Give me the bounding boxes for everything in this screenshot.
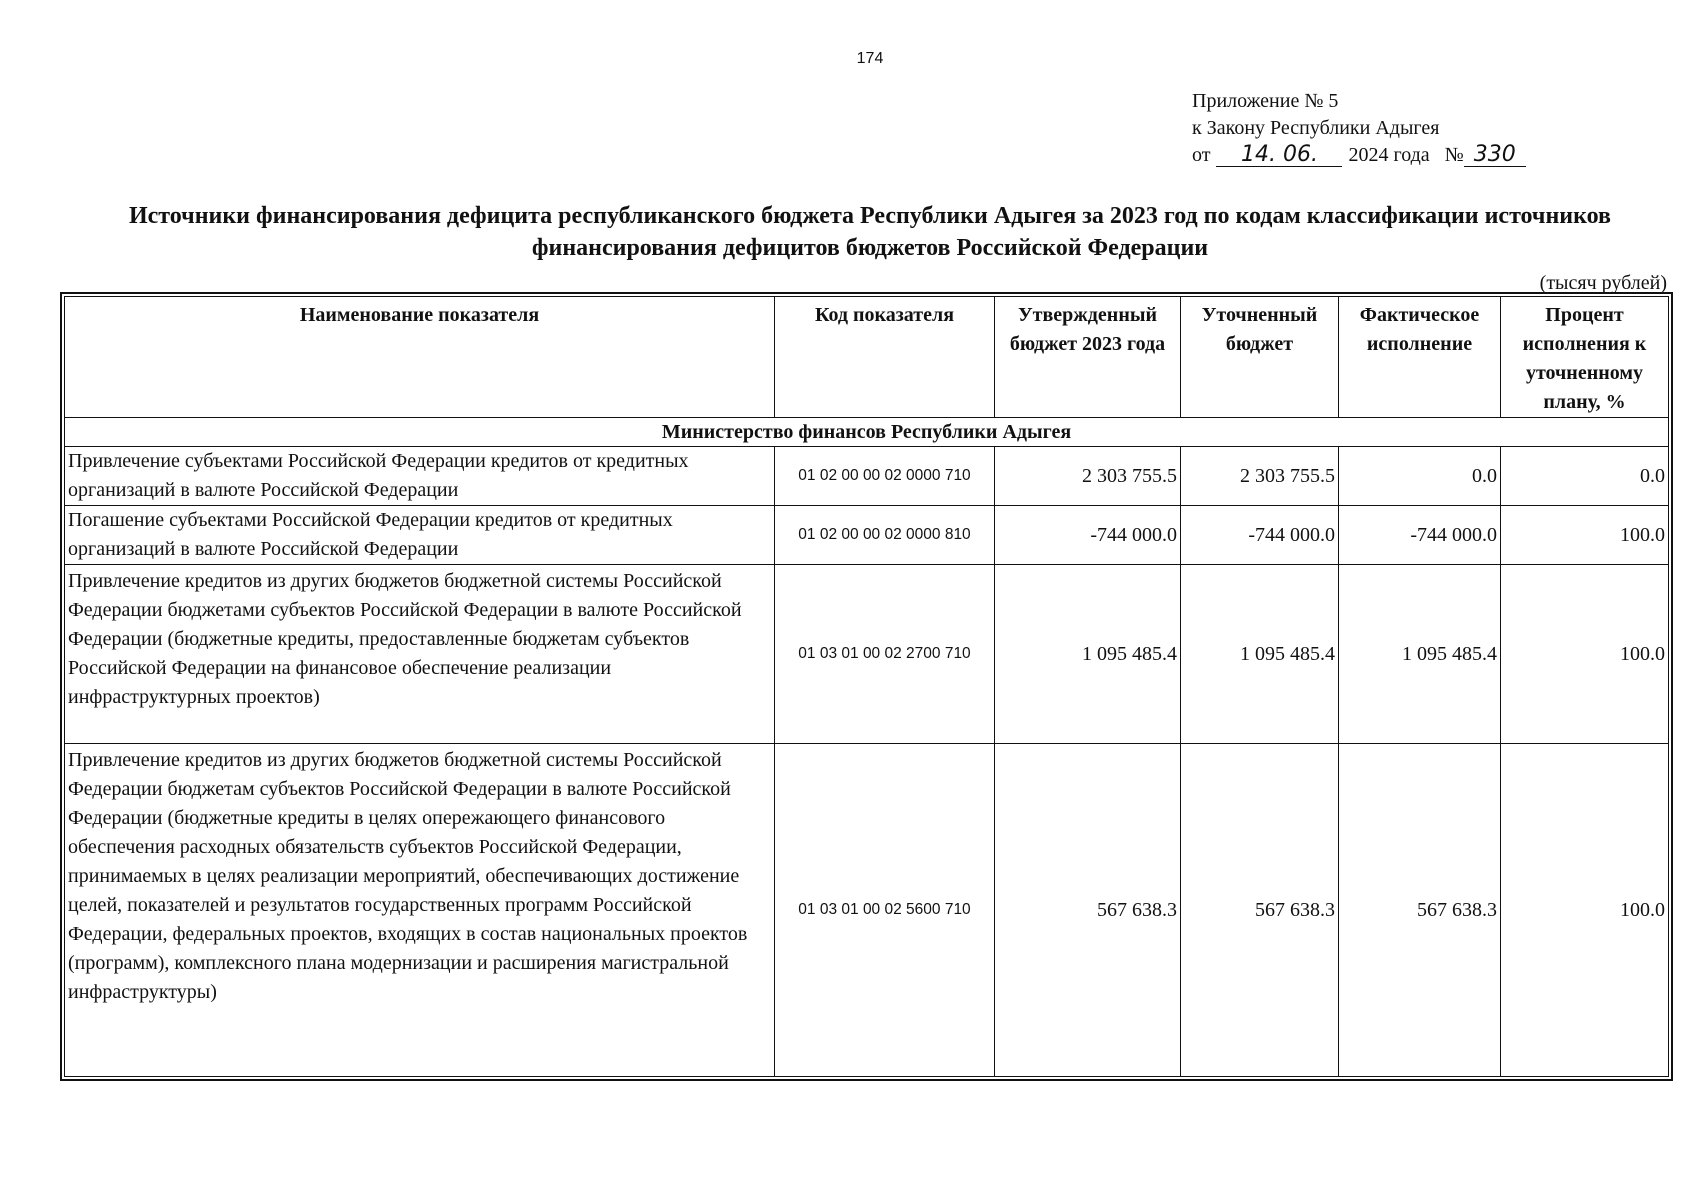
- header-percent: Процент исполнения к уточненному плану, %: [1501, 297, 1669, 418]
- row-revised: 2 303 755.5: [1181, 447, 1339, 506]
- row-name: Погашение субъектами Российской Федерации кредитов от кредитных организаций в валюте Российской Федерации: [65, 506, 775, 565]
- row-revised: -744 000.0: [1181, 506, 1339, 565]
- row-code: 01 03 01 00 02 5600 710: [775, 744, 995, 1077]
- row-name: Привлечение субъектами Российской Федерации кредитов от кредитных организаций в валюте Российской Федерации: [65, 447, 775, 506]
- table-header-row: [65, 297, 1669, 418]
- appendix-line-3: [1192, 142, 1526, 169]
- page-number: 174: [856, 50, 884, 67]
- table-row: [65, 447, 1669, 506]
- document-title: Источники финансирования дефицита республиканского бюджета Республики Адыгея за 2023 год по кодам классификации источников финансирования дефицитов бюджетов Российской Федерации: [128, 203, 1611, 261]
- row-percent: 0.0: [1501, 447, 1669, 506]
- row-name: Привлечение кредитов из других бюджетов бюджетной системы Российской Федерации бюджетами субъектов Российской Федерации в валюте Российской Федерации (бюджетные кредиты, предоставленные бюджетам субъектов Российской Федерации на финансовое обеспечение реализации инфраструктурных проектов): [65, 565, 775, 744]
- header-revised: Уточненный бюджет: [1181, 297, 1339, 418]
- row-percent: 100.0: [1501, 506, 1669, 565]
- section-title: Министерство финансов Республики Адыгея: [65, 418, 1669, 447]
- row-percent: 100.0: [1501, 565, 1669, 744]
- row-approved: 2 303 755.5: [995, 447, 1181, 506]
- handwritten-date: 14. 06.: [1216, 144, 1342, 167]
- handwritten-number: 330: [1464, 144, 1526, 167]
- row-actual: 0.0: [1339, 447, 1501, 506]
- financing-sources-table: [64, 296, 1669, 1077]
- section-row: [65, 418, 1669, 447]
- table-row: [65, 565, 1669, 744]
- row-code: 01 03 01 00 02 2700 710: [775, 565, 995, 744]
- table-row: [65, 744, 1669, 1077]
- row-actual: 567 638.3: [1339, 744, 1501, 1077]
- appendix-header: [1192, 88, 1526, 169]
- year-text: 2024 года: [1348, 144, 1430, 166]
- units-label: (тысяч рублей): [1539, 272, 1667, 294]
- row-approved: -744 000.0: [995, 506, 1181, 565]
- date-prefix: от: [1192, 144, 1211, 166]
- number-prefix: №: [1444, 144, 1464, 166]
- row-name: Привлечение кредитов из других бюджетов бюджетной системы Российской Федерации бюджетам субъектов Российской Федерации в валюте Российской Федерации (бюджетные кредиты в целях опережающего финансового обеспечения расходных обязательств субъектов Российской Федерации, принимаемых в целях реализации мероприятий, обеспечивающих достижение целей, показателей и результатов государственных программ Российской Федерации, федеральных проектов, входящих в состав национальных проектов (программ), комплексного плана модернизации и расширения магистральной инфраструктуры): [65, 744, 775, 1077]
- row-approved: 567 638.3: [995, 744, 1181, 1077]
- header-name: Наименование показателя: [65, 297, 775, 418]
- header-actual: Фактическое исполнение: [1339, 297, 1501, 418]
- appendix-line-2: к Закону Республики Адыгея: [1192, 117, 1440, 139]
- row-approved: 1 095 485.4: [995, 565, 1181, 744]
- row-revised: 1 095 485.4: [1181, 565, 1339, 744]
- row-revised: 567 638.3: [1181, 744, 1339, 1077]
- table-row: [65, 506, 1669, 565]
- header-code: Код показателя: [775, 297, 995, 418]
- row-actual: -744 000.0: [1339, 506, 1501, 565]
- row-percent: 100.0: [1501, 744, 1669, 1077]
- row-code: 01 02 00 00 02 0000 710: [775, 447, 995, 506]
- row-code: 01 02 00 00 02 0000 810: [775, 506, 995, 565]
- header-approved: Утвержденный бюджет 2023 года: [995, 297, 1181, 418]
- appendix-line-1: Приложение № 5: [1192, 90, 1339, 112]
- row-actual: 1 095 485.4: [1339, 565, 1501, 744]
